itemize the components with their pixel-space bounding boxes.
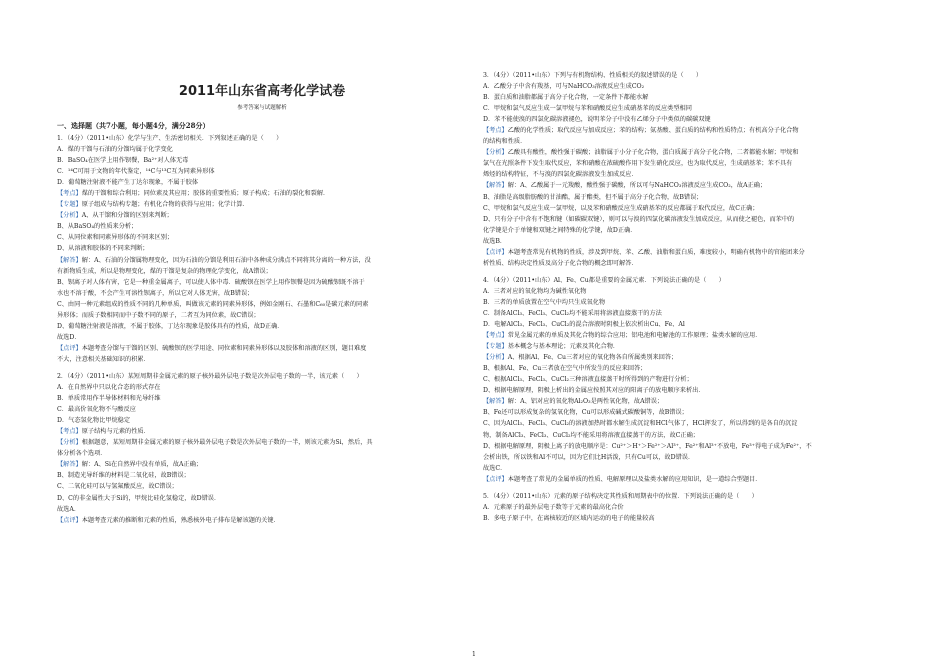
line-text: 有新物质生成，所以是物理变化，煤的干馏是复杂的物理化学变化，故A错误； <box>57 267 272 275</box>
tag-label: 【分析】 <box>57 212 82 220</box>
text-line <box>57 177 467 188</box>
text-line <box>483 192 893 203</box>
tag-label: 【考点】 <box>57 190 82 198</box>
left-text-lines <box>57 133 467 526</box>
text-line <box>483 125 893 136</box>
text-line <box>57 426 467 437</box>
line-text: 乙酸具有酸性，酸性强于碳酸；油脂属于小分子化合物，蛋白质属于高分子化合物，二者都能水解；甲烷和 <box>507 149 799 157</box>
page-number: 1 <box>472 651 476 658</box>
text-line <box>483 452 893 463</box>
text-line <box>57 243 467 254</box>
text-line <box>57 232 467 243</box>
text-line <box>57 459 467 470</box>
text-line <box>57 277 467 288</box>
text-line <box>483 247 893 258</box>
line-text: 5．（4分）（2011•山东）元素的原子结构决定其性质和周期表中的位置．下列说法正确的是（ ） <box>483 492 758 500</box>
text-line <box>483 286 893 297</box>
text-line <box>57 493 467 504</box>
line-text: B、制造光导纤维的材料是二氧化硅，故B错误； <box>57 472 190 480</box>
line-text: 解：A、Si在自然界中没有单质，故A正确； <box>81 461 203 469</box>
line-text: 常见金属元素的单质及其化合物的综合应用；铝电池和电解池的工作原理；盐类水解的应用． <box>507 332 762 340</box>
text-line <box>483 136 893 147</box>
page-subtitle: 参考答案与试题解析 <box>237 105 287 111</box>
line-text: 乙酸的化学性质；取代反应与加成反应；苯的结构；氨基酸、蛋白质的结构和性质特点；有机高分子化合物 <box>507 127 799 135</box>
line-text: D、葡萄糖注射液是溶液，不属于胶体，丁达尔现象是胶体具有的性质，故D正确． <box>57 322 284 330</box>
line-text: C、甲烷和氯气反应生成一氯甲烷，以及苯和硝酸反应生成硝基苯的反应都属于取代反应，故C正确； <box>483 204 759 212</box>
line-text: B、Fe还可以形成复杂的氢氧化物，Cu可以形成碱式碳酸铜等，故B错误； <box>483 409 688 417</box>
text-line <box>483 147 893 158</box>
line-text: 解：A、乙酸属于一元羧酸，酸性强于碳酸，所以可与NaHCO₃溶液反应生成CO₂，故A正确； <box>507 182 767 190</box>
line-text: A．乙酸分子中含有羧基，可与NaHCO₃溶液反应生成CO₂ <box>483 83 645 91</box>
tag-label: 【解答】 <box>483 182 508 190</box>
line-text: B、钡离子对人体有害，它是一种重金属离子，可以使人体中毒．硫酸钡在医学上用作钡餐是因为硫酸钡既不溶于 <box>57 278 365 286</box>
text-line <box>57 404 467 415</box>
section-heading: 一、选择题（共7小题，每小题4分，满分28分） <box>57 121 210 130</box>
text-line <box>57 221 467 232</box>
tag-label: 【解答】 <box>483 398 508 406</box>
text-line <box>483 513 893 524</box>
line-text: B、油脂是高级脂肪酸的甘油酯，属于酯类，但不属于高分子化合物，故B错误； <box>483 193 703 201</box>
line-text: 本题考查了常见的金属单质的性质、电解原理以及盐类水解的应用知识，是一道综合型题目． <box>507 475 762 483</box>
text-line <box>57 155 467 166</box>
line-text: D、只有分子中含有不饱和键（如碳碳双键），则可以与溴的四氯化碳溶液发生加成反应，从而使之褪色，而苯中的 <box>483 215 795 223</box>
page-title: 2011年山东省高考化学试卷 <box>178 84 346 99</box>
line-text: 烯烃的结构特征，不与溴的四氯化碳溶液发生加成反应． <box>483 171 638 179</box>
tag-label: 【点评】 <box>483 475 508 483</box>
text-line <box>483 214 893 225</box>
line-text: 会析出铁，所以铁和Al不可以，因为它们比H活泼，只有Cu可以，故D错误． <box>483 453 695 461</box>
text-line <box>483 158 893 169</box>
line-text: C、二氧化硅可以与氢氟酸反应，故C错误； <box>57 483 178 491</box>
line-text: D．电解AlCl₃、FeCl₃、CuCl₂的混合溶液时阴极上依次析出Cu、Fe、Al <box>483 321 685 329</box>
text-line <box>483 169 893 180</box>
line-text: 解：A、石油的分馏属物理变化，因为石油的分馏是利用石油中各种成分沸点不同将其分离的一种方法，没 <box>81 256 371 264</box>
line-text: 故选B． <box>483 237 507 245</box>
text-line <box>483 341 893 352</box>
tag-label: 【考点】 <box>57 428 82 436</box>
text-line <box>57 255 467 266</box>
text-line <box>57 448 467 459</box>
line-text: 基本概念与基本理论；元素及其化合物． <box>507 343 620 351</box>
line-text: 解：A、铝对应的氧化物Al₂O₃是两性氧化物，故A错误； <box>507 398 664 406</box>
text-line <box>483 474 893 485</box>
text-line <box>57 166 467 177</box>
line-text: 化学键是介于单键和双键之间特殊的化学键，故D正确． <box>483 226 637 234</box>
line-text: B、根据Al、Fe、Cu三者放在空气中所发生的反应来回答； <box>483 365 647 373</box>
line-text: B、从BaSO₄的性质来分析； <box>57 223 138 231</box>
text-line <box>483 430 893 441</box>
tag-label: 【解答】 <box>57 461 82 469</box>
tag-label: 【解答】 <box>57 256 82 264</box>
text-line <box>483 418 893 429</box>
tag-label: 【分析】 <box>483 149 508 157</box>
tag-label: 【分析】 <box>483 354 508 362</box>
line-text: 原子组成与结构专题；有机化合物的获得与应用；化学计算． <box>81 201 249 209</box>
line-text: D．气态氢化物比甲烷稳定 <box>57 417 131 425</box>
text-line <box>57 415 467 426</box>
tag-label: 【点评】 <box>483 248 508 256</box>
text-line <box>57 382 467 393</box>
text-line <box>57 144 467 155</box>
text-line <box>483 463 893 474</box>
line-text: A．元素原子的最外层电子数等于元素的最高化合价 <box>483 503 624 511</box>
text-line <box>483 352 893 363</box>
tag-label: 【专题】 <box>483 343 508 351</box>
line-text: D、C的非金属性大于Si的，甲烷比硅化氢稳定，故D错误． <box>57 494 221 502</box>
text-line <box>483 114 893 125</box>
line-text: 原子结构与元素的性质． <box>81 428 150 436</box>
text-line <box>483 407 893 418</box>
left-column <box>57 80 467 526</box>
line-text: C．甲烷和氯气反应生成一氯甲烷与苯和硝酸反应生成硝基苯的反应类型相同 <box>483 105 692 113</box>
line-text: 故选C． <box>483 464 507 472</box>
text-line <box>57 133 467 144</box>
line-text: 析性质、结构决定性质及高分子化合物的概念即可解答． <box>483 259 638 267</box>
line-text: A．三者对应的氧化物均为碱性氧化物 <box>483 287 587 295</box>
text-line <box>57 310 467 321</box>
line-text: 异形体；而质子数相同而中子数不同的原子，二者互为同位素，故C错误； <box>57 311 260 319</box>
text-line <box>483 363 893 374</box>
text-line <box>483 374 893 385</box>
line-text: C．制备AlCl₃、FeCl₃、CuCl₂均不能采用将溶液直接蒸干的方法 <box>483 309 662 317</box>
tag-label: 【点评】 <box>57 344 82 352</box>
line-text: C．最高价氧化物不与酸反应 <box>57 406 136 414</box>
text-line <box>57 199 467 210</box>
text-line <box>57 188 467 199</box>
text-line <box>483 319 893 330</box>
line-text: B．BaSO₄在医学上用作钡餐，Ba²⁺对人体无毒 <box>57 157 189 165</box>
line-text: 根据题意，某短周期非金属元素的原子核外最外层电子数是次外层电子数的一半，则该元素为Si，然后，具 <box>81 439 373 447</box>
line-text: B．蛋白质和油脂都属于高分子化合物，一定条件下都能水解 <box>483 94 649 102</box>
line-text: C、因为AlCl₃、FeCl₃、CuCl₂的溶液加热时都水解生成沉淀和HCl气体了，HCl挥发了，所以得到的是各自的沉淀 <box>483 420 798 428</box>
text-line <box>483 308 893 319</box>
text-line <box>57 343 467 354</box>
text-line <box>57 288 467 299</box>
line-text: 本题考查常见有机物的性质，涉及到甲烷、苯、乙酸、油脂和蛋白质，难度较小，明确有机物中的官能团来分 <box>507 248 805 256</box>
line-text: 2．（4分）（2011•山东）某短周期非金属元素的原子核外最外层电子数是次外层电子数的一半，该元素（ ） <box>57 372 363 380</box>
right-column <box>483 70 893 524</box>
line-text: D、从溶液和胶体的不同来判断； <box>57 245 149 253</box>
text-line <box>483 81 893 92</box>
line-text: A．在自然界中只以化合态的形式存在 <box>57 384 161 392</box>
line-text: D．葡萄糖注射液不能产生丁达尔现象，不属于胶体 <box>57 179 199 187</box>
line-text: 煤的干馏和综合利用；同位素及其应用；胶体的重要性质；原子构成；石油的裂化和裂解． <box>81 190 330 198</box>
line-text: D、根据电解原理，阴极上析出的金属应按照其对应的阳离子的放电顺序来析出． <box>483 387 705 395</box>
text-line <box>483 103 893 114</box>
tag-label: 【考点】 <box>483 127 508 135</box>
line-text: C、由同一种元素组成的性质不同的几种单质，叫做该元素的同素异形体，例如金刚石、石墨和C₆₀是碳元素的同素 <box>57 300 369 308</box>
line-text: 故选A． <box>57 505 81 513</box>
text-line <box>57 481 467 492</box>
line-text: 本题考查元素的推断和元素的性质，熟悉核外电子排布是解该题的关键． <box>81 516 280 524</box>
line-text: A．煤的干馏与石油的分馏均属于化学变化 <box>57 146 173 154</box>
text-line <box>483 203 893 214</box>
line-text: 3．（4分）（2011•山东）下列与有机物结构、性质相关的叙述错误的是（ ） <box>483 72 703 79</box>
line-text: 的结构和性质． <box>483 138 527 146</box>
tag-label: 【考点】 <box>483 332 508 340</box>
line-text: D．苯不能使溴的四氯化碳溶液褪色，说明苯分子中没有乙烯分子中类似的碳碳双键 <box>483 116 711 124</box>
line-text: 4．（4分）（2011•山东）Al、Fe、Cu都是重要的金属元素．下列说法正确的是（ ） <box>483 276 725 284</box>
line-text: C、根据AlCl₃、FeCl₃、CuCl₂三种溶液直接蒸干时所得到的产物进行分析； <box>483 376 693 384</box>
text-line <box>57 371 467 382</box>
line-text: 物，制备AlCl₃、FeCl₃、CuCl₂均不能采用将溶液直接蒸干的方法，故C正确； <box>483 431 699 439</box>
line-text: B．单质常用作半导体材料和光导纤维 <box>57 395 161 403</box>
line-text: 体分析各个选项． <box>57 450 107 458</box>
text-line <box>483 275 893 286</box>
text-line <box>483 225 893 236</box>
line-text: B．多电子原子中，在离核较近的区域内运动的电子的能量较高 <box>483 514 655 522</box>
line-text: C、从同位素和同素异形体的不同来区别； <box>57 234 174 242</box>
text-line <box>57 266 467 277</box>
tag-label: 【分析】 <box>57 439 82 447</box>
text-line <box>57 504 467 515</box>
text-line <box>57 354 467 365</box>
text-line <box>483 180 893 191</box>
line-text: 1．（4分）（2011•山东）化学与生产、生活密切相关．下列叙述正确的是（ ） <box>57 135 283 142</box>
text-line <box>57 299 467 310</box>
line-text: A、根据Al、Fe、Cu三者对应的氧化物各自所属类别来回答； <box>507 354 678 362</box>
text-line <box>483 70 893 81</box>
line-text: 水也不溶于酸，不会产生可溶性钡离子，所以它对人体无害，故B错误； <box>57 289 254 297</box>
text-line <box>57 470 467 481</box>
line-text: 本题考查分馏与干馏的区别、硫酸钡的医学用途、同位素和同素异形体以及胶体和溶液的区别，题目难度 <box>81 344 367 352</box>
text-line <box>57 210 467 221</box>
text-line <box>483 330 893 341</box>
text-line <box>483 92 893 103</box>
text-line <box>483 502 893 513</box>
text-line <box>57 393 467 404</box>
line-text: D、根据电解原理，阴极上离子的放电顺序是：Cu²⁺＞H⁺＞Fe²⁺＞Al³⁺，Fe²⁺和Al³⁺不放电，Fe³⁺得电子成为Fe²⁺，不 <box>483 442 812 450</box>
tag-label: 【专题】 <box>57 201 82 209</box>
text-line <box>483 297 893 308</box>
text-line <box>483 491 893 502</box>
text-line <box>57 515 467 526</box>
line-text: B．三者的单质放置在空气中均只生成氧化物 <box>483 298 606 306</box>
right-text-lines <box>483 70 893 524</box>
tag-label: 【点评】 <box>57 516 82 524</box>
text-line <box>483 396 893 407</box>
text-line <box>483 441 893 452</box>
line-text: 故选D． <box>57 333 81 341</box>
text-line <box>57 437 467 448</box>
line-text: C．¹⁴C可用于文物的年代鉴定，¹⁴C与¹³C互为同素异形体 <box>57 168 215 176</box>
text-line <box>483 236 893 247</box>
line-text: 氯气在光照条件下发生取代反应，苯和硝酸在浓硫酸作用下发生硝化反应，也为取代反应，生成硝基苯；苯不具有 <box>483 160 793 168</box>
text-line <box>57 321 467 332</box>
line-text: A、从干馏和分馏的区别来判断； <box>81 212 173 220</box>
text-line <box>483 385 893 396</box>
text-line <box>483 258 893 269</box>
line-text: 不大，注意相关基础知识的积累． <box>57 355 150 363</box>
text-line <box>57 332 467 343</box>
